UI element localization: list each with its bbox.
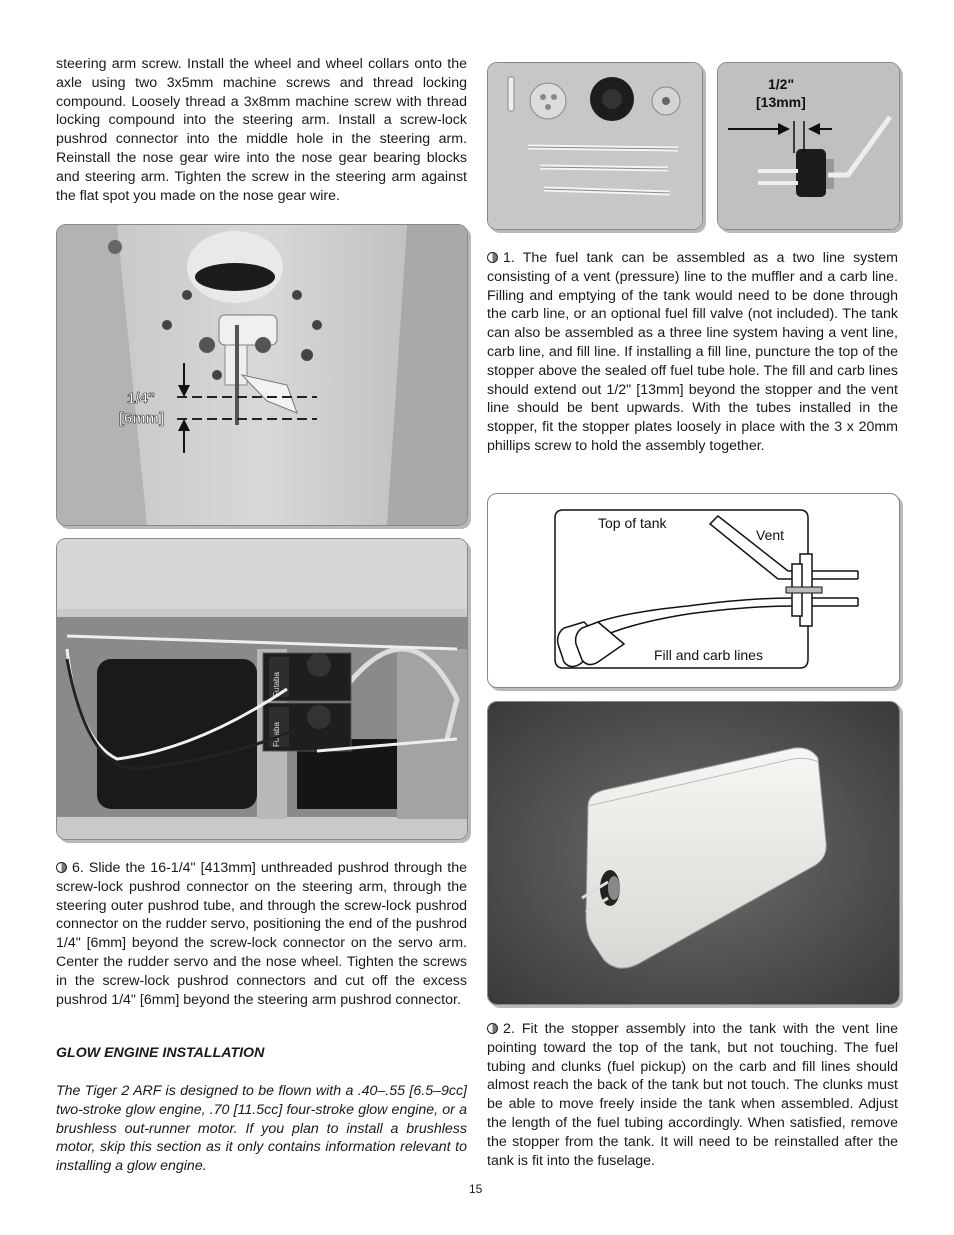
servo-brand-label-2: Futaba	[272, 722, 281, 747]
section-heading: GLOW ENGINE INSTALLATION	[56, 1045, 265, 1061]
quarter-inch-label: 1/4"	[127, 390, 155, 407]
fill-carb-lines-label: Fill and carb lines	[654, 647, 763, 663]
checkbox-icon[interactable]	[487, 252, 498, 263]
stopper-diagram	[487, 493, 900, 688]
top-of-tank-label: Top of tank	[598, 515, 667, 531]
intro-paragraph: steering arm screw. Install the wheel and wheel collars onto the axle using two 3x5mm machine screws and thread locking compound. Loosely thread a 3x8mm machine screw with thread locking compound into the steering arm. Install a screw-lock pushrod connector into the middle hole in the steering arm. Reinstall the nose gear wire into the nose gear bearing blocks and steering arm. Tighten the screw in the steering arm against the flat spot you made on the nose gear wire.	[56, 56, 467, 204]
thirteen-mm-label: [13mm]	[756, 94, 806, 110]
nose-gear-photo	[56, 224, 468, 526]
step-2-text: 2. Fit the stopper assembly into the tank with the vent line pointing toward the top of the tank, but not touching. The fuel tubing and clunks (fuel pickup) on the carb and fill lines should almost reach the back of the tank but not touch. The clunks must be able to move freely inside the tank when assembled. Adjust the length of the fuel tubing accordingly. When satisfied, remove the stopper from the tank. It will need to be reinstalled after the tank is fit into the fuselage.	[487, 1021, 898, 1169]
vent-label: Vent	[756, 527, 785, 543]
checkbox-icon[interactable]	[56, 862, 67, 873]
assembled-stopper-photo	[717, 62, 900, 230]
section-intro: The Tiger 2 ARF is designed to be flown with a .40–.55 [6.5–9cc] two-stroke glow engine, .70 [11.5cc] four-stroke glow engine, or a brushless out-runner motor. If you plan to install a brushless motor, skip this section as it only contains information relevant to installing a glow engine.	[56, 1083, 467, 1175]
half-inch-label: 1/2"	[768, 76, 795, 92]
servo-tray-photo	[56, 538, 468, 840]
servo-brand-label-1: Futaba	[272, 672, 281, 697]
step-6-text: 6. Slide the 16-1/4" [413mm] unthreaded pushrod through the screw-lock pushrod connector on the steering arm, through the steering outer pushrod tube, and through the screw-lock pushrod connector on the rudder servo, positioning the end of the pushrod 1/4" [6mm] beyond the screw-lock connector on the servo arm. Center the rudder servo and the nose wheel. Tighten the screws in the screw-lock pushrod connectors and cut off the excess pushrod 1/4" [6mm] beyond the steering arm pushrod connector.	[56, 860, 467, 1008]
checkbox-icon[interactable]	[487, 1023, 498, 1034]
fuel-tank-photo	[487, 701, 900, 1005]
six-mm-label: [6mm]	[119, 410, 165, 427]
step-1-text: 1. The fuel tank can be assembled as a two line system consisting of a vent (pressure) line to the muffler and a carb line. Filling and emptying of the tank would need to be done through the carb line, or an optional fuel fill valve (not included). The tank can also be assembled as a three line system having a vent line, carb line, and fill line. If installing a fill line, puncture the top of the stopper above the sealed off fuel tube hole. The fill and carb lines should extend out 1/2" [13mm] beyond the stopper and the vent line should be bent upwards. With the tubes installed in the stopper, fit the stopper plates loosely in place with the 3 x 20mm phillips screw to hold the assembly together.	[487, 250, 898, 454]
stopper-parts-photo	[487, 62, 703, 230]
page-number: 15	[469, 1182, 483, 1196]
